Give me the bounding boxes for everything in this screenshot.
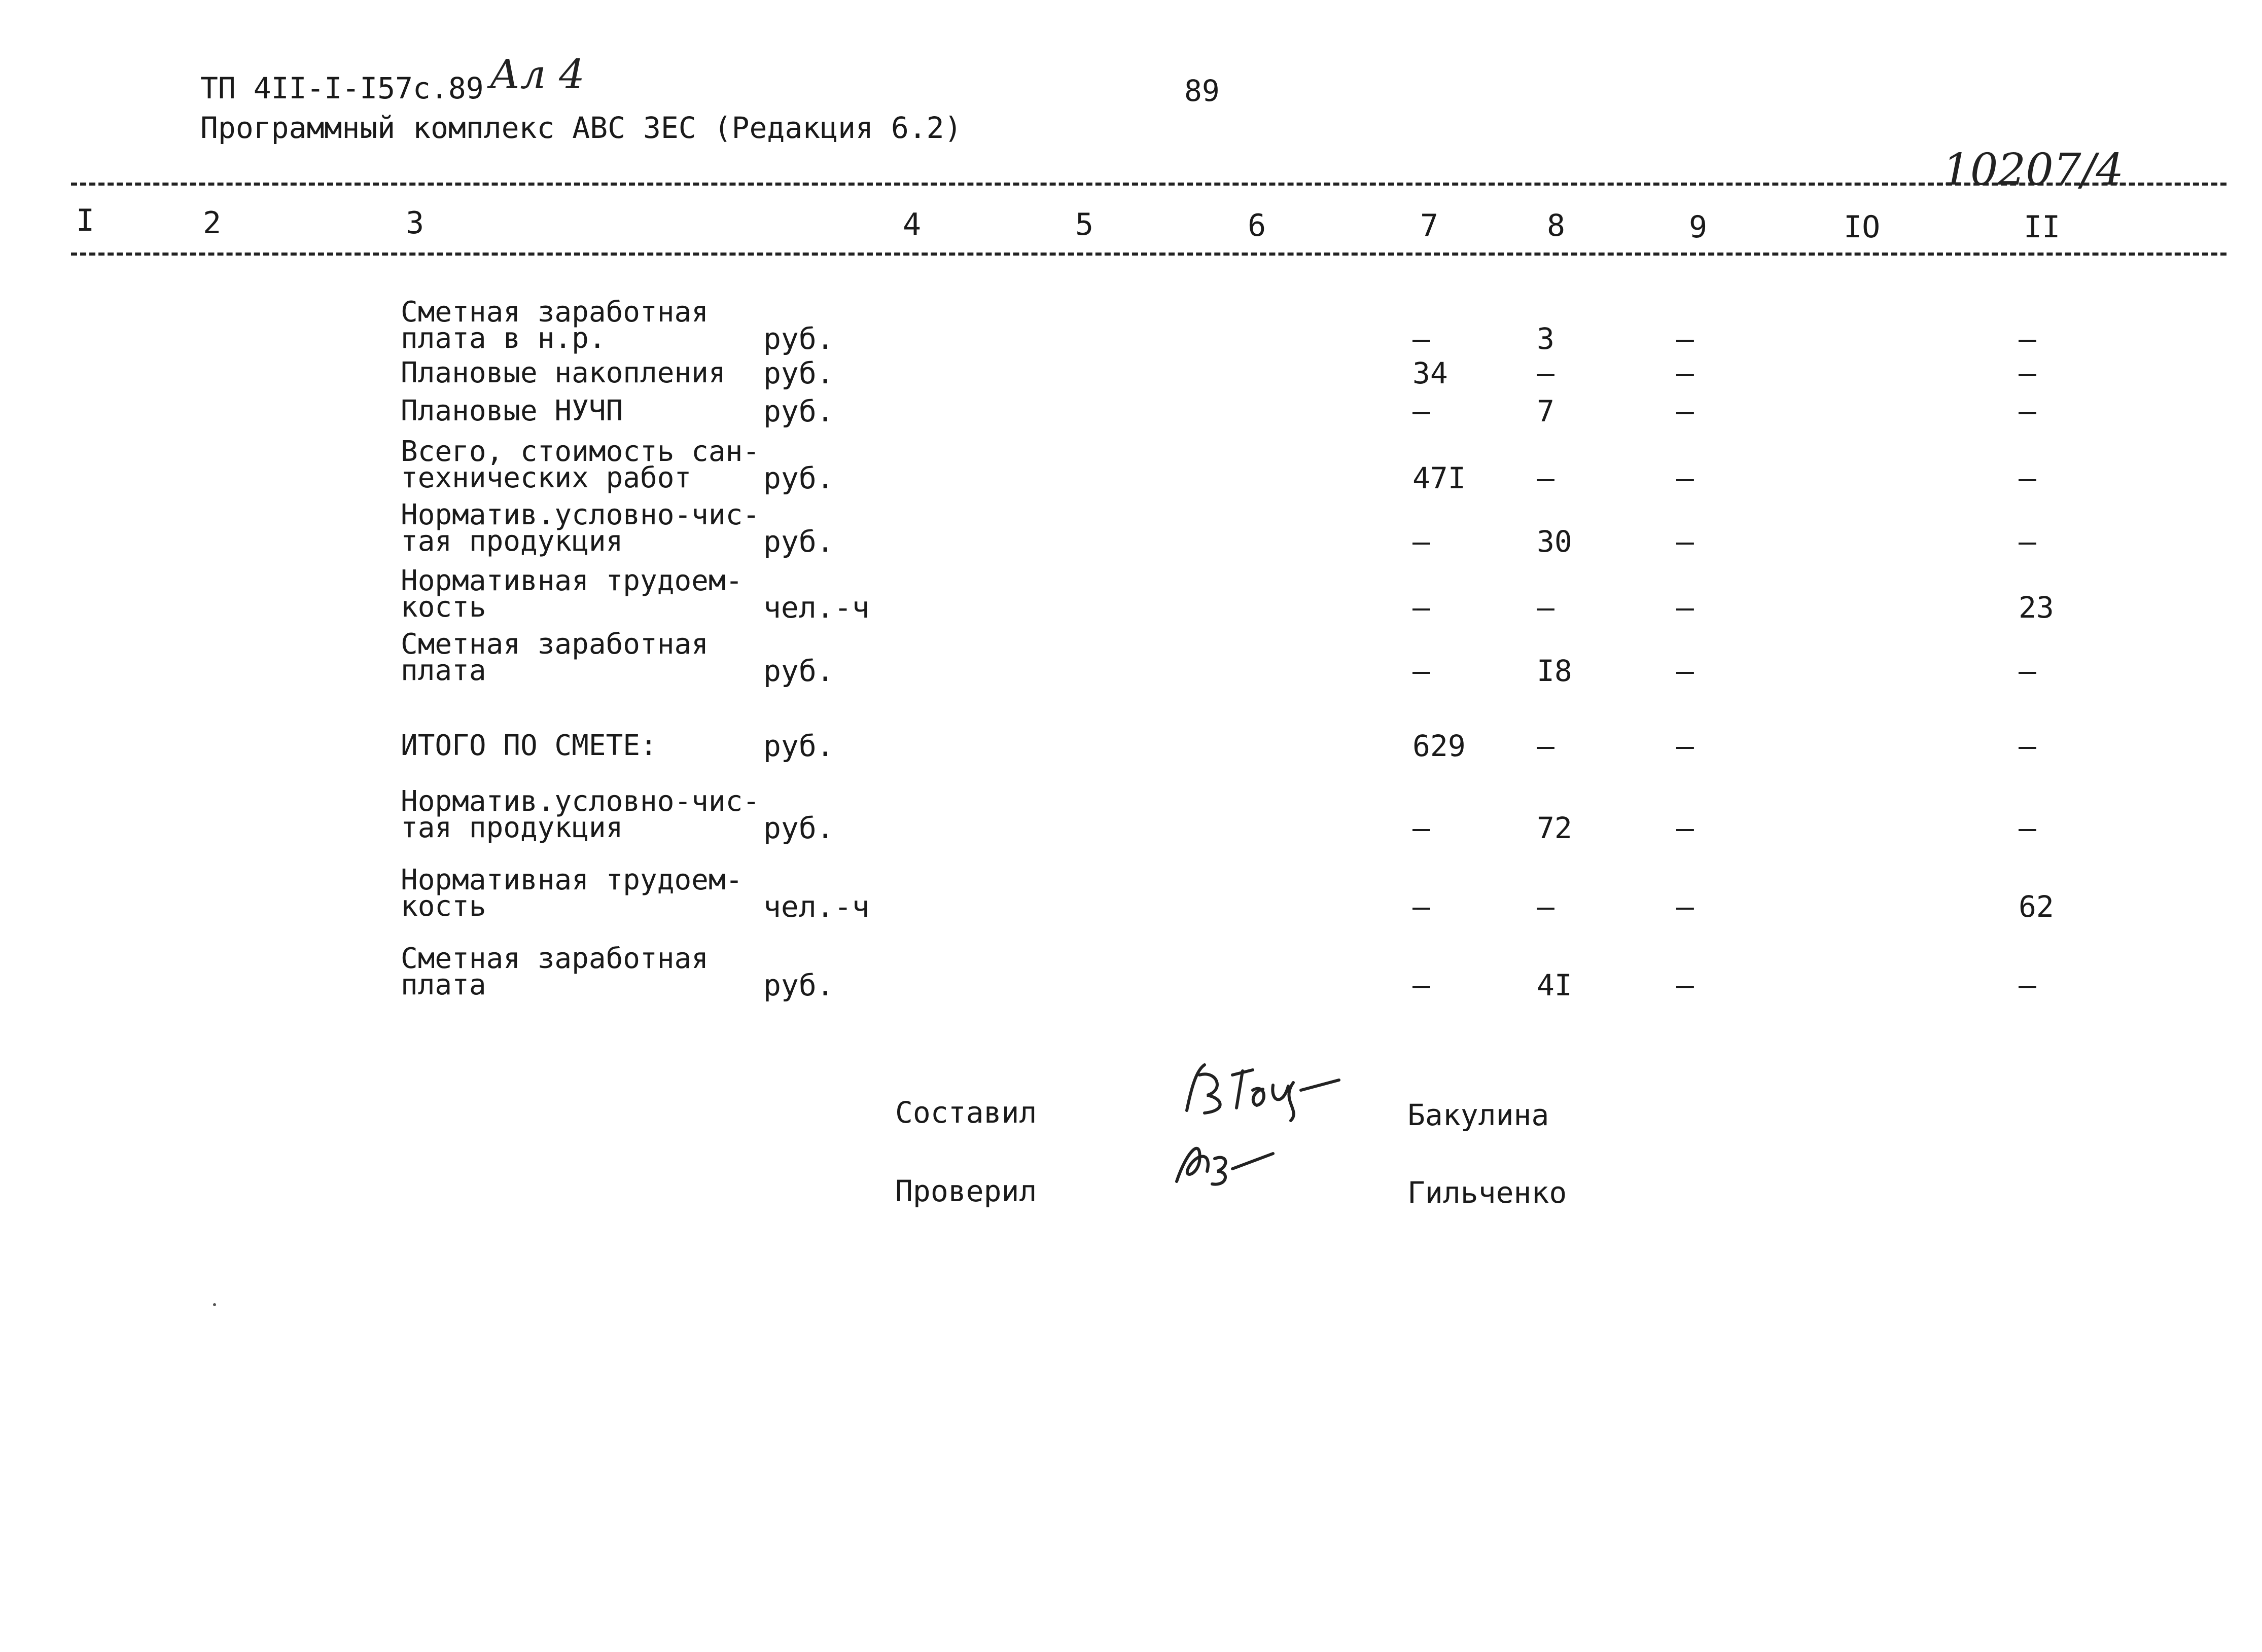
- column-number: 4: [903, 207, 922, 242]
- row-name-line2: тая продукция: [401, 811, 623, 844]
- value-col8: –: [1537, 889, 1554, 924]
- column-number: II: [2024, 209, 2061, 245]
- row-name-line1: Всего, стоимость сан-: [401, 435, 760, 468]
- value-col11: 23: [2019, 590, 2054, 625]
- value-col8: 3: [1537, 321, 1554, 356]
- row-name-line1: Сметная заработная: [401, 296, 709, 329]
- handwritten-mark: Ал 4: [489, 51, 585, 98]
- row-name-line1: Плановые НУЧП: [401, 394, 623, 427]
- value-col7: –: [1412, 321, 1430, 356]
- table-top-rule: [71, 183, 2226, 186]
- value-col7: –: [1412, 524, 1430, 559]
- value-col11: –: [2019, 968, 2036, 1002]
- value-col8: –: [1537, 461, 1554, 495]
- table-header-rule: [71, 253, 2226, 256]
- row-unit: чел.-ч: [763, 590, 870, 625]
- value-col8: 30: [1537, 524, 1572, 559]
- row-name-line2: кость: [401, 591, 486, 624]
- row-name-line1: Нормативная трудоем-: [401, 864, 743, 896]
- column-number: 8: [1547, 208, 1566, 243]
- value-col9: –: [1676, 889, 1694, 924]
- value-col11: –: [2019, 729, 2036, 763]
- row-unit: руб.: [763, 729, 834, 763]
- row-name-line2: плата: [401, 968, 486, 1001]
- value-col11: –: [2019, 524, 2036, 559]
- value-col8: 4I: [1537, 968, 1572, 1002]
- value-col7: 47I: [1412, 461, 1466, 495]
- page-number: 89: [1184, 74, 1220, 108]
- row-unit: руб.: [763, 394, 834, 428]
- row-unit: руб.: [763, 356, 834, 390]
- value-col7: –: [1412, 811, 1430, 845]
- column-number: 5: [1075, 207, 1094, 242]
- row-unit: руб.: [763, 968, 834, 1002]
- compiled-by-label: Составил: [895, 1095, 1037, 1130]
- row-name-line1: Сметная заработная: [401, 628, 709, 661]
- value-col7: –: [1412, 654, 1430, 688]
- value-col7: 34: [1412, 356, 1448, 390]
- value-col7: –: [1412, 968, 1430, 1002]
- row-name-line2: технических работ: [401, 461, 692, 494]
- checked-by-name: Гильченко: [1407, 1175, 1567, 1210]
- value-col9: –: [1676, 654, 1694, 688]
- value-col11: –: [2019, 394, 2036, 428]
- value-col9: –: [1676, 811, 1694, 845]
- value-col8: –: [1537, 590, 1554, 625]
- value-col7: 629: [1412, 729, 1466, 763]
- column-number: IO: [1844, 209, 1881, 245]
- value-col9: –: [1676, 321, 1694, 356]
- value-col11: –: [2019, 811, 2036, 845]
- row-name-line2: кость: [401, 890, 486, 923]
- doc-code: ТП 4II-I-I57с.89: [200, 71, 484, 105]
- row-unit: руб.: [763, 461, 834, 495]
- value-col7: –: [1412, 394, 1430, 428]
- checked-signature: [1167, 1131, 1278, 1192]
- row-name-line1: Нормативная трудоем-: [401, 564, 743, 597]
- compiled-by-name: Бакулина: [1407, 1098, 1549, 1132]
- column-number: 9: [1689, 209, 1708, 245]
- value-col11: –: [2019, 654, 2036, 688]
- value-col8: –: [1537, 356, 1554, 390]
- row-name-line2: тая продукция: [401, 525, 623, 558]
- value-col11: –: [2019, 356, 2036, 390]
- value-col8: I8: [1537, 654, 1572, 688]
- value-col11: 62: [2019, 889, 2054, 924]
- row-unit: руб.: [763, 524, 834, 559]
- value-col9: –: [1676, 356, 1694, 390]
- value-col8: 7: [1537, 394, 1554, 428]
- value-col9: –: [1676, 461, 1694, 495]
- row-name-line1: Норматив.условно-чис-: [401, 785, 760, 818]
- value-col8: –: [1537, 729, 1554, 763]
- row-unit: руб.: [763, 321, 834, 356]
- column-number: 3: [406, 205, 425, 241]
- value-col7: –: [1412, 590, 1430, 625]
- checked-by-label: Проверил: [895, 1174, 1037, 1208]
- value-col9: –: [1676, 524, 1694, 559]
- handwritten-registration: 10207/4: [1942, 145, 2124, 195]
- row-name-line1: Сметная заработная: [401, 942, 709, 975]
- value-col9: –: [1676, 394, 1694, 428]
- stray-mark: [213, 1303, 216, 1306]
- value-col9: –: [1676, 968, 1694, 1002]
- value-col7: –: [1412, 889, 1430, 924]
- column-number: 7: [1420, 208, 1439, 243]
- row-name-line2: плата в н.р.: [401, 322, 606, 355]
- program-line: Программный комплекс АВС ЗЕС (Редакция 6.2): [200, 111, 962, 145]
- row-name-line1: ИТОГО ПО СМЕТЕ:: [401, 729, 657, 762]
- value-col9: –: [1676, 590, 1694, 625]
- value-col11: –: [2019, 461, 2036, 495]
- value-col8: 72: [1537, 811, 1572, 845]
- row-name-line1: Плановые накопления: [401, 356, 726, 389]
- row-name-line2: плата: [401, 654, 486, 687]
- row-unit: руб.: [763, 811, 834, 845]
- value-col11: –: [2019, 321, 2036, 356]
- row-unit: чел.-ч: [763, 889, 870, 924]
- row-name-line1: Норматив.условно-чис-: [401, 498, 760, 531]
- column-number: I: [76, 203, 95, 238]
- column-number: 6: [1248, 208, 1266, 243]
- compiled-signature: [1177, 1055, 1344, 1126]
- value-col9: –: [1676, 729, 1694, 763]
- column-number: 2: [203, 205, 222, 241]
- row-unit: руб.: [763, 654, 834, 688]
